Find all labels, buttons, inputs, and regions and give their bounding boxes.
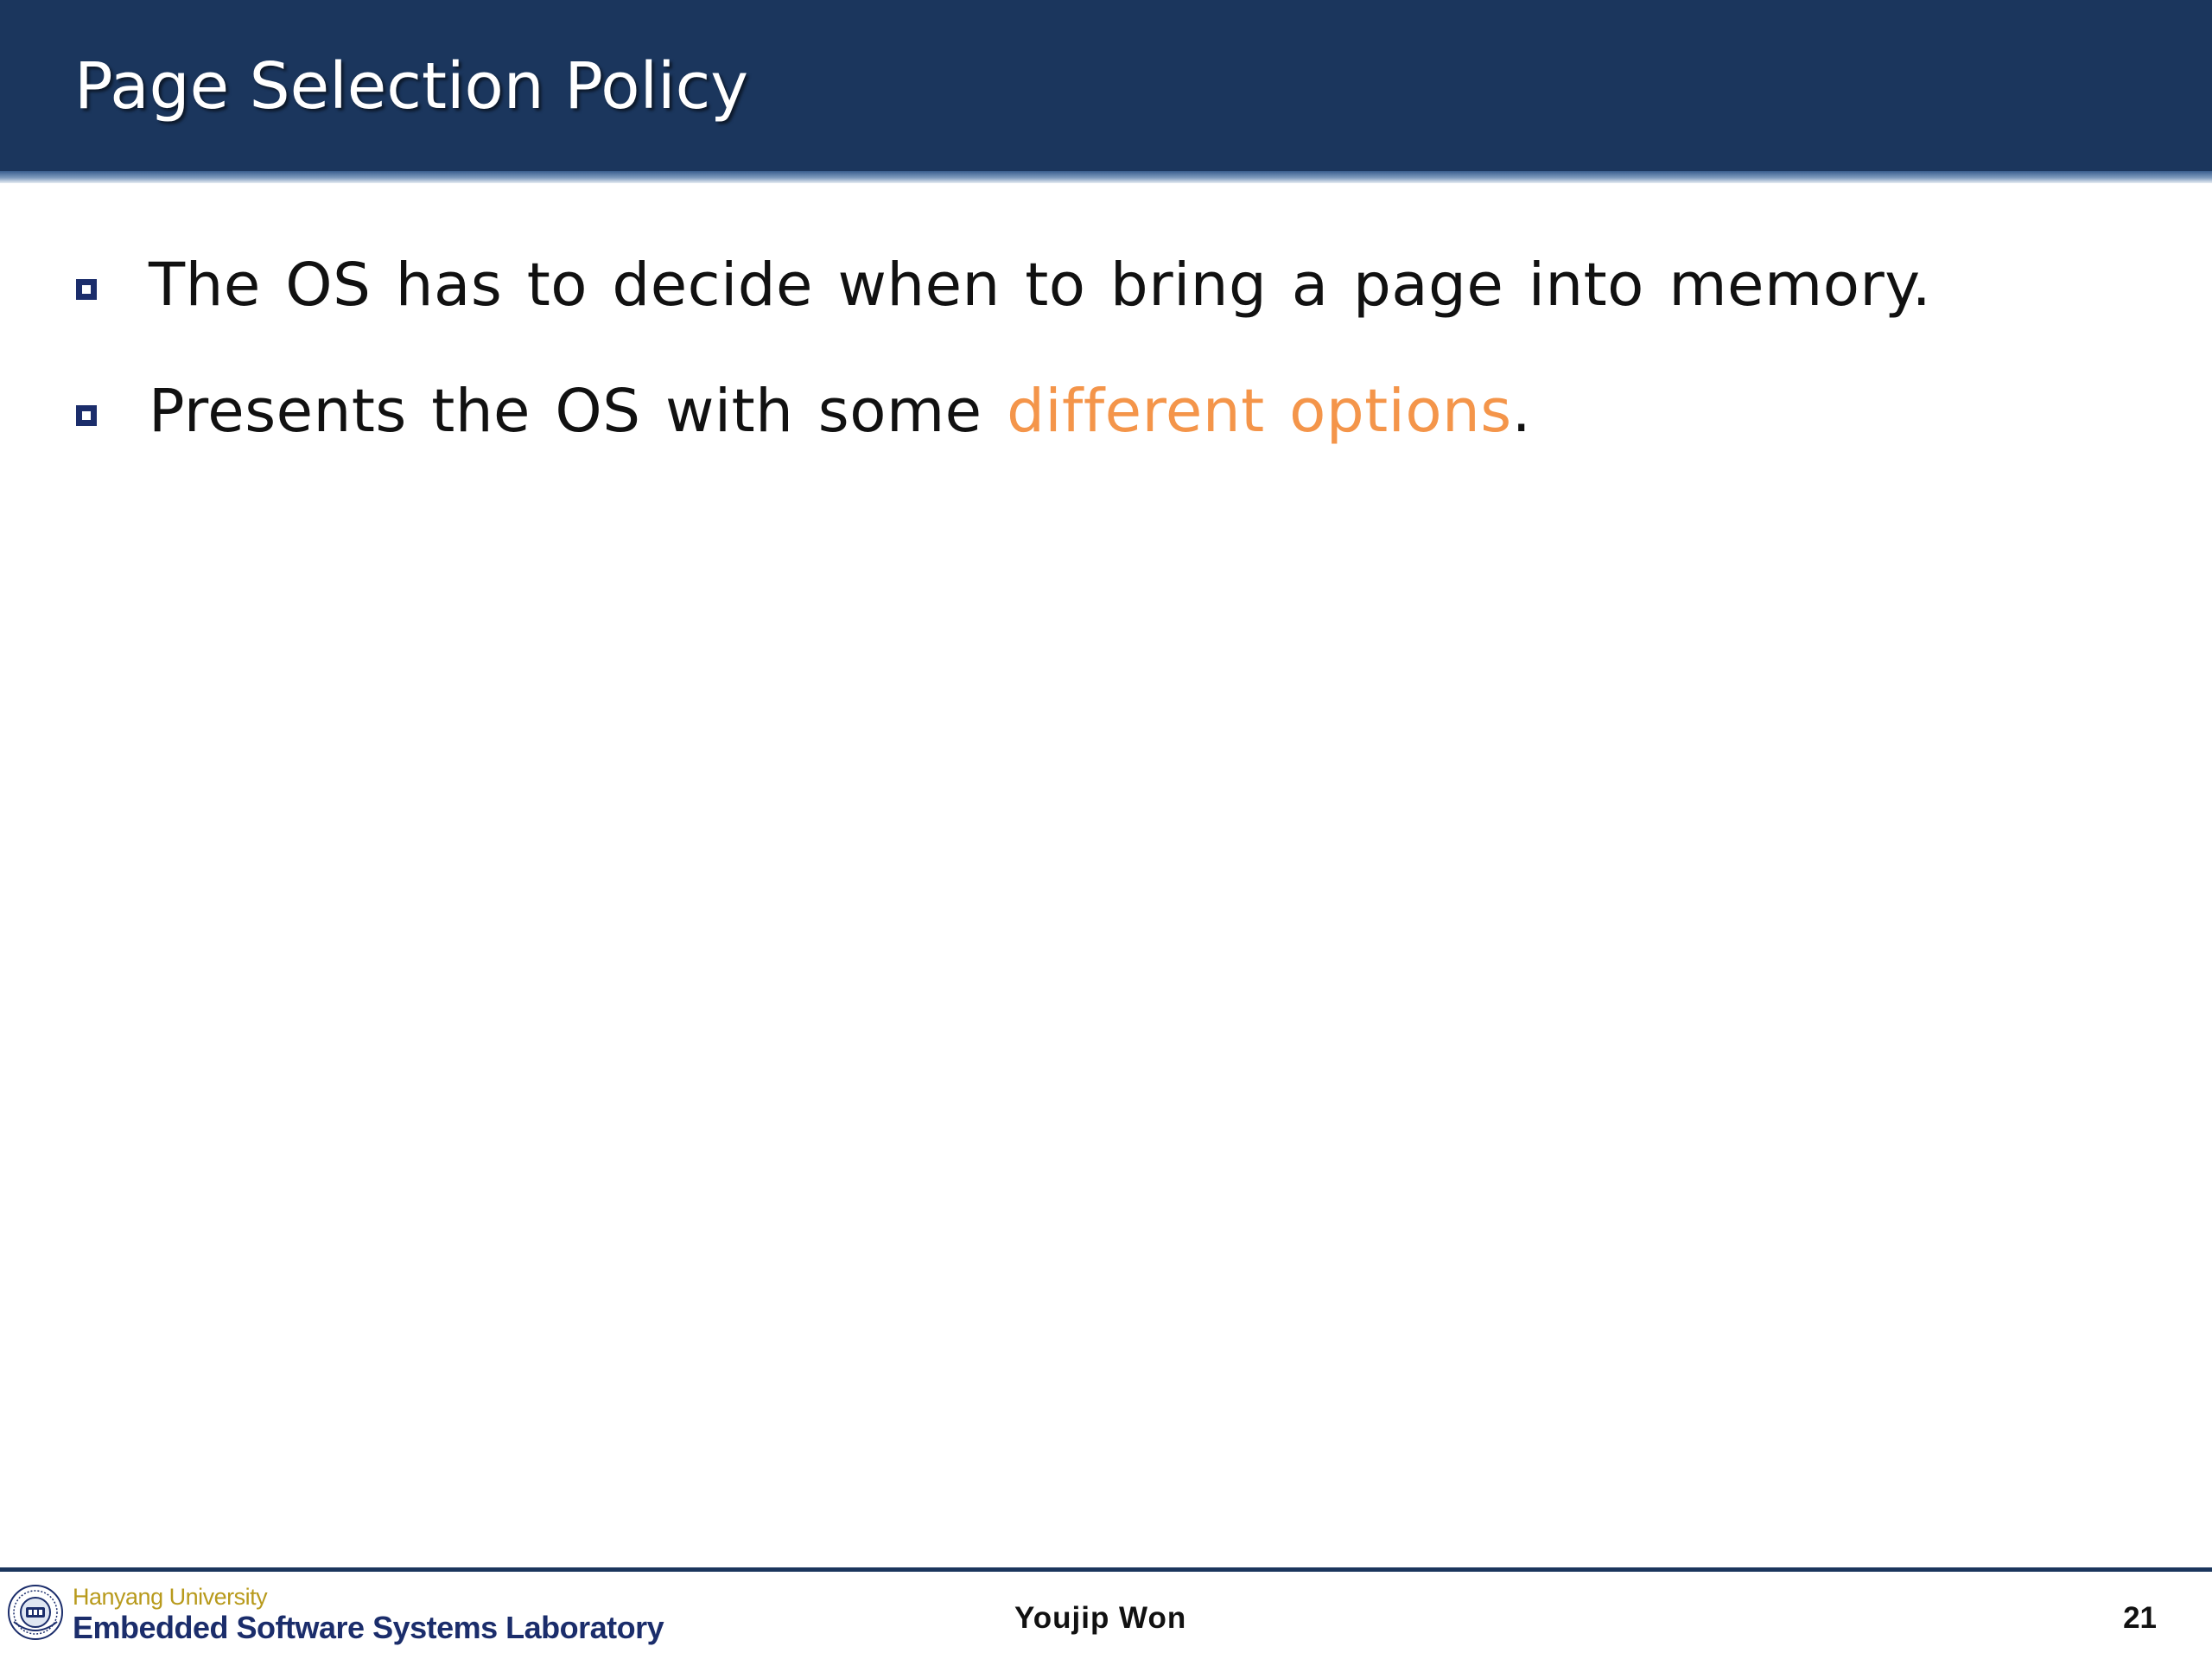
hollow-square-bullet-icon: [76, 405, 97, 426]
bullet-text-suffix: .: [1511, 377, 1532, 446]
title-bar-shadow: [0, 171, 2212, 183]
university-seal-icon: [7, 1584, 64, 1641]
bullet-text: The OS has to decide when to bring a page into memory.: [149, 251, 1932, 320]
bullet-item: [76, 370, 1531, 453]
author-name: Youjip Won: [1014, 1601, 1187, 1635]
bullet-text: [149, 377, 1531, 446]
hollow-square-bullet-icon: [76, 279, 97, 300]
bullet-text-prefix: Presents the OS with some: [149, 377, 1007, 446]
lab-name: Embedded Software Systems Laboratory: [73, 1610, 664, 1645]
page-number: 21: [2123, 1601, 2157, 1635]
bullet-item: [76, 244, 1931, 327]
footer: [0, 1572, 2212, 1659]
slide-title: Page Selection Policy: [74, 49, 749, 124]
university-name: Hanyang University: [73, 1584, 268, 1610]
highlighted-phrase: different options: [1007, 377, 1512, 446]
title-bar: [0, 0, 2212, 171]
